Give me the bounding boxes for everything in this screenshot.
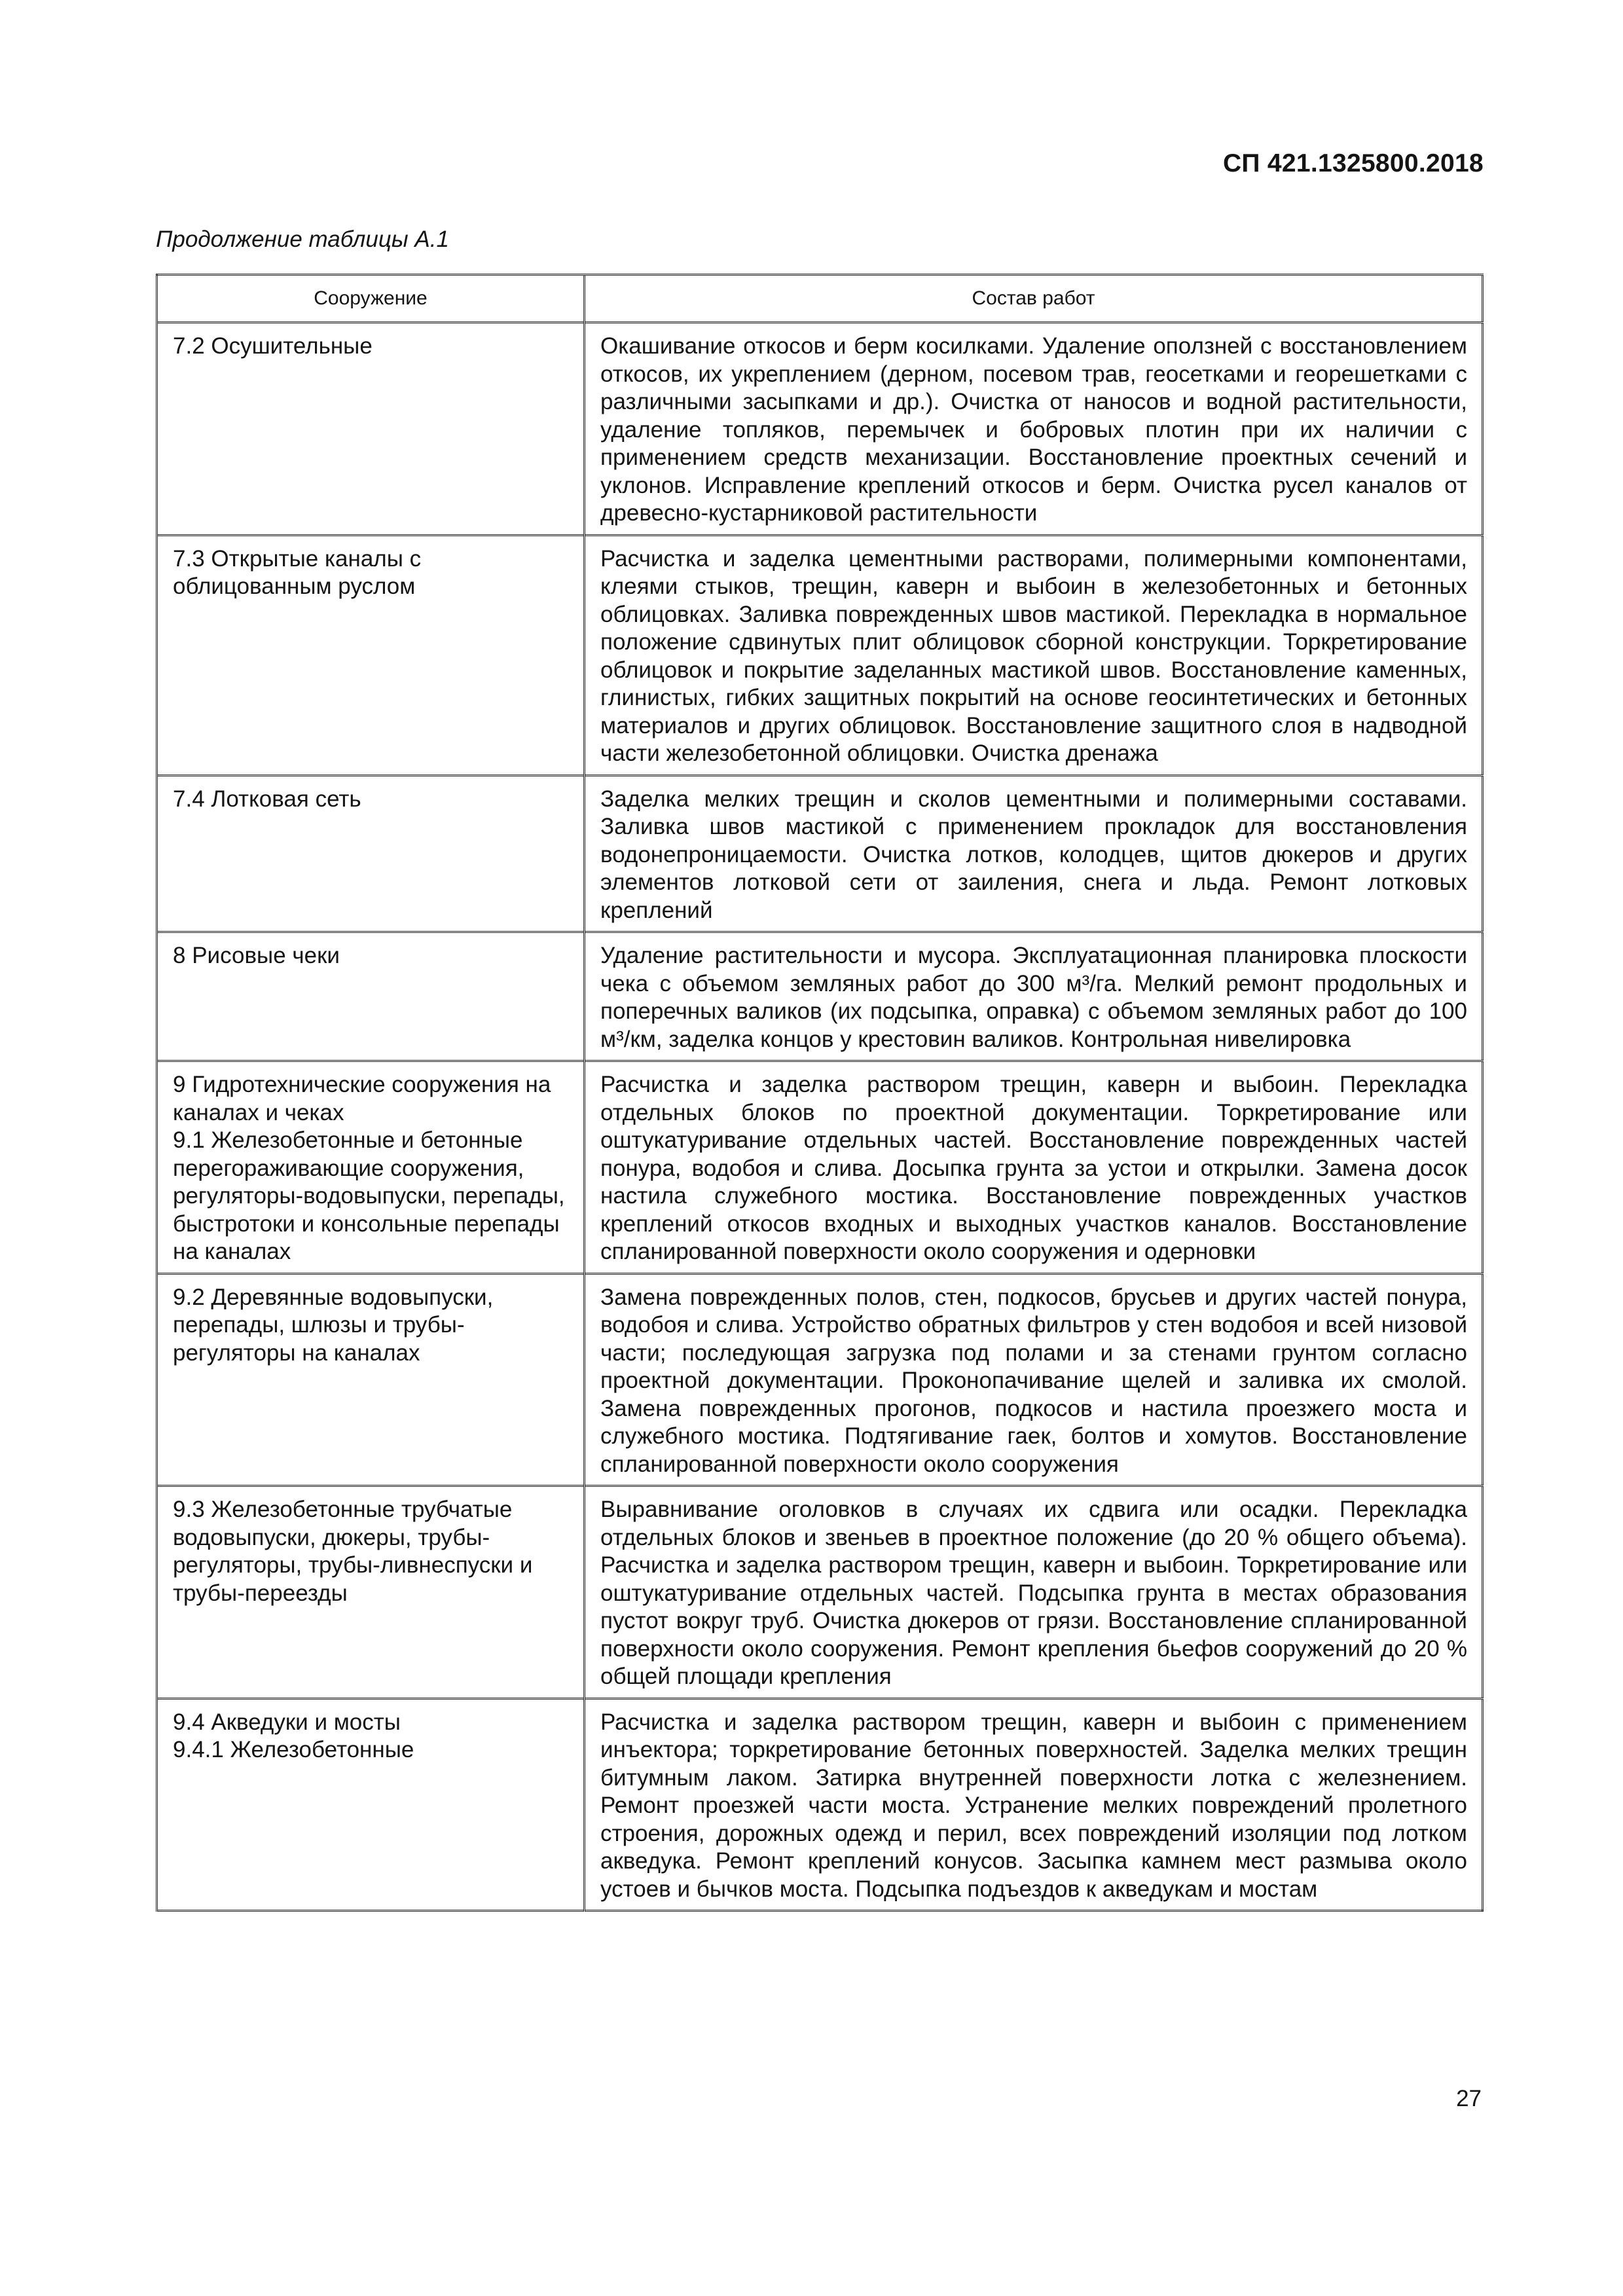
table-row <box>157 1273 1483 1486</box>
structure-label: 8 Рисовые чеки <box>173 943 340 968</box>
structure-cell <box>157 535 585 775</box>
works-cell: Расчистка и заделка цементными растворами, полимерными компонентами, клеями стыков, трещин, каверн и выбоин в железобетонных и бетонных облицовках. Заливка поврежденных швов мастикой. Перекладка в нормальное положение сдвинутых плит облицовок сборной конструкции. Торкретирование облицовок и покрытие заделанных мастикой швов. Восстановление каменных, глинистых, гибких защитных покрытий на основе геосинтетических и бетонных материалов и других облицовок. Восстановление защитного слоя в надводной части железобетонной облицовки. Очистка дренажа <box>585 535 1483 775</box>
table-row <box>157 1486 1483 1699</box>
structure-sublabel: 9.1 Железобетонные и бетонные перегораживающие сооружения, регуляторы-водовыпуски, перепады, быстротоки и консольные перепады на каналах <box>173 1127 565 1264</box>
works-cell: Заделка мелких трещин и сколов цементными и полимерными составами. Заливка швов мастикой с применением прокладок для восстановления водонепроницаемости. Очистка лотков, колодцев, щитов дюкеров и других элементов лотковой сети от заиления, снега и льда. Ремонт лотковых креплений <box>585 775 1483 932</box>
structure-sublabel: 9.4.1 Железобетонные <box>173 1737 414 1762</box>
table-row <box>157 1698 1483 1911</box>
structure-cell <box>157 1698 585 1911</box>
column-header-works: Состав работ <box>585 275 1483 323</box>
structure-label: 9 Гидротехнические сооружения на каналах и чеках <box>173 1072 551 1125</box>
table-header-row <box>157 275 1483 323</box>
works-table <box>156 274 1484 1912</box>
works-cell: Окашивание откосов и берм косилками. Удаление оползней с восстановлением откосов, их укреплением (дерном, посевом трав, геосетками и георешетками с различными засыпками и др.). Очистка от наносов и водной растительности, удаление топляков, перемычек и бобровых плотин при их наличии с применением средств механизации. Восстановление проектных сечений и уклонов. Исправление креплений откосов и берм. Очистка русел каналов от древесно-кустарниковой растительности <box>585 323 1483 536</box>
table-caption: Продолжение таблицы А.1 <box>156 227 449 252</box>
works-cell: Выравнивание оголовков в случаях их сдвига или осадки. Перекладка отдельных блоков и звеньев в проектное положение (до 20 % общего объема). Расчистка и заделка раствором трещин, каверн и выбоин. Торкретирование или оштукатуривание отдельных частей. Подсыпка грунта в местах образования пустот вокруг труб. Очистка дюкеров от грязи. Восстановление спланированной поверхности около сооружения. Ремонт крепления бьефов сооружений до 20 % общей площади крепления <box>585 1486 1483 1699</box>
structure-cell <box>157 1486 585 1699</box>
works-cell: Удаление растительности и мусора. Эксплуатационная планировка плоскости чека с объемом земляных работ до 300 м³/га. Мелкий ремонт продольных и поперечных валиков (их подсыпка, оправка) с объемом земляных работ до 100 м³/км, заделка концов у крестовин валиков. Контрольная нивелировка <box>585 932 1483 1061</box>
works-cell: Расчистка и заделка раствором трещин, каверн и выбоин. Перекладка отдельных блоков по проектной документации. Торкретирование или оштукатуривание отдельных частей. Восстановление поврежденных частей понура, водобоя и слива. Досыпка грунта за устои и открылки. Замена досок настила служебного мостика. Восстановление поврежденных участков креплений откосов входных и выходных участков каналов. Восстановление спланированной поверхности около сооружения и одерновки <box>585 1061 1483 1274</box>
structure-label: 9.3 Железобетонные трубчатые водовыпуски, дюкеры, трубы-регуляторы, трубы-ливнеспуски и трубы-переезды <box>173 1497 533 1606</box>
structure-label: 7.4 Лотковая сеть <box>173 786 361 812</box>
structure-label: 7.2 Осушительные <box>173 333 373 359</box>
table-row <box>157 932 1483 1061</box>
table-row <box>157 1061 1483 1274</box>
structure-cell <box>157 932 585 1061</box>
structure-cell <box>157 1061 585 1274</box>
structure-label: 9.2 Деревянные водовыпуски, перепады, шлюзы и трубы-регуляторы на каналах <box>173 1284 494 1366</box>
table-row <box>157 535 1483 775</box>
table-row <box>157 775 1483 932</box>
table-row <box>157 323 1483 536</box>
structure-label: 7.3 Открытые каналы с облицованным руслом <box>173 545 422 599</box>
works-cell: Расчистка и заделка раствором трещин, каверн и выбоин с применением инъектора; торкретирование бетонных поверхностей. Заделка мелких трещин битумным лаком. Затирка внутренней поверхности лотка с железнением. Ремонт проезжей части моста. Устранение мелких повреждений пролетного строения, дорожных одежд и перил, всех повреждений изоляции под лотком акведука. Ремонт креплений конусов. Засыпка камнем мест размыва около устоев и бычков моста. Подсыпка подъездов к акведукам и мостам <box>585 1698 1483 1911</box>
works-cell: Замена поврежденных полов, стен, подкосов, брусьев и других частей понура, водобоя и слива. Устройство обратных фильтров у стен водобоя и всей низовой части; последующая загрузка под полами и за стенами грунтом согласно проектной документации. Проконопачивание щелей и заливка их смолой. Замена поврежденных прогонов, подкосов и настила проезжего моста и служебного мостика. Подтягивание гаек, болтов и хомутов. Восстановление спланированной поверхности около сооружения <box>585 1273 1483 1486</box>
structure-cell <box>157 323 585 536</box>
structure-cell <box>157 1273 585 1486</box>
structure-cell <box>157 775 585 932</box>
column-header-structure: Сооружение <box>157 275 585 323</box>
structure-label: 9.4 Акведуки и мосты <box>173 1709 401 1735</box>
page-number: 27 <box>1456 2086 1482 2111</box>
document-code: СП 421.1325800.2018 <box>1222 149 1484 177</box>
